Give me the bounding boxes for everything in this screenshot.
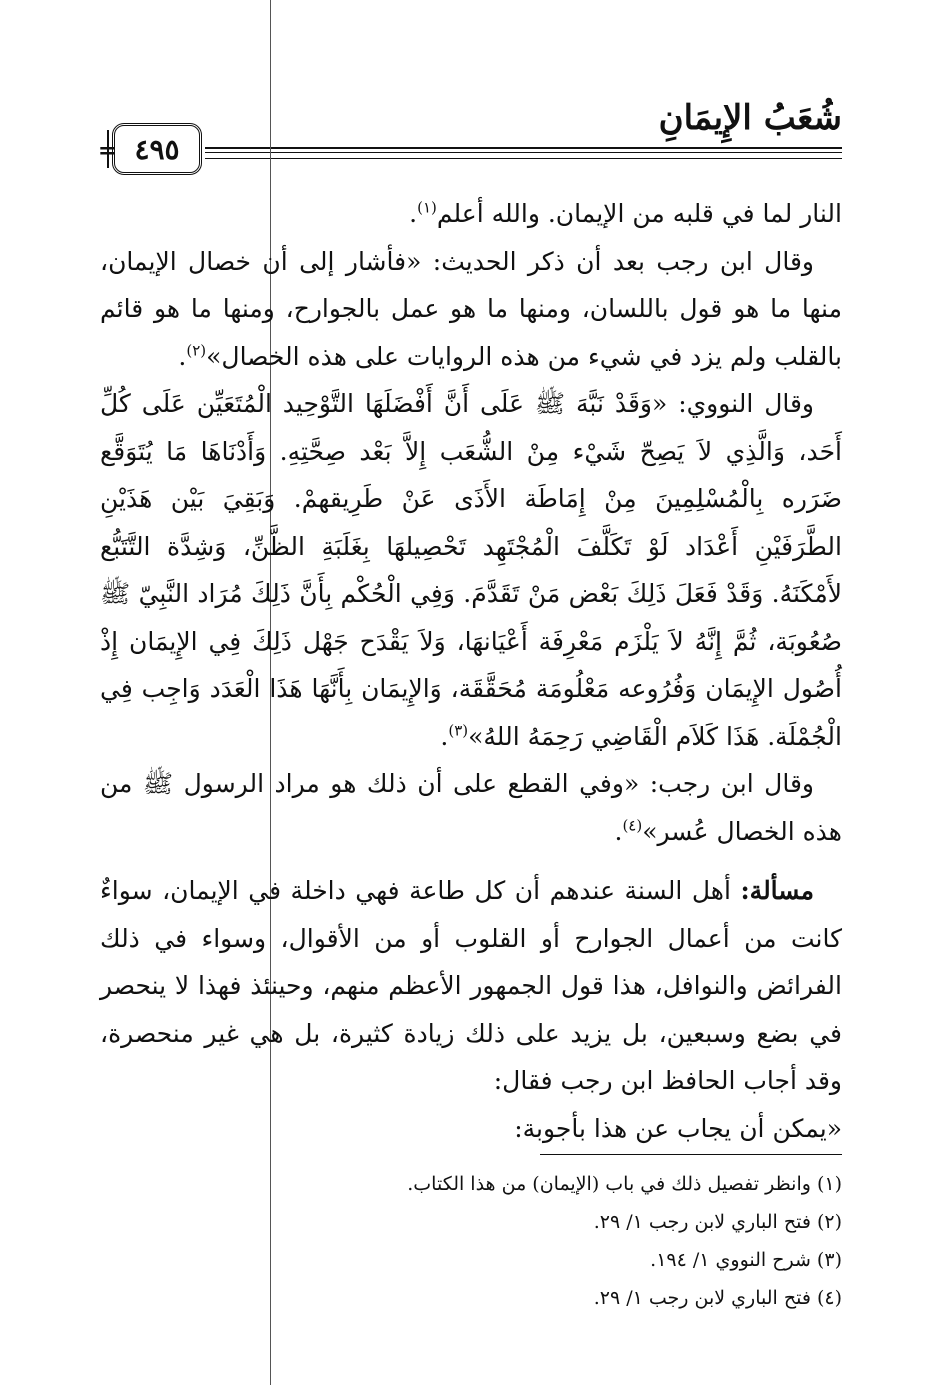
paragraph-4 bbox=[100, 760, 842, 855]
footnote-separator bbox=[540, 1154, 842, 1155]
footnote-3: (٣) شرح النووي ١/ ١٩٤. bbox=[650, 1249, 842, 1271]
footnote-2: (٢) فتح الباري لابن رجب ١/ ٢٩. bbox=[593, 1211, 842, 1233]
footnote-ref-3: (٣) bbox=[448, 721, 469, 740]
paragraph-2-end: . bbox=[178, 341, 187, 371]
paragraph-3 bbox=[100, 380, 842, 760]
page-number: ٤٩٥ bbox=[112, 123, 202, 175]
header-rule bbox=[205, 147, 842, 159]
paragraph-5-text: أهل السنة عندهم أن كل طاعة فهي داخلة في الإيمان، سواءٌ كانت من أعمال الجوارح أو القلوب أو من الأقوال، وسواء في ذلك الفرائض والنوافل، هذا قول الجمهور الأعظم منهم، وحينئذ فهذا لا ينحصر في بضع وسبعين، بل يزيد على ذلك زيادة كثيرة، بل هي غير منحصرة، وقد أجاب الحافظ ابن رجب فقال: bbox=[100, 876, 842, 1095]
header-ornament: = bbox=[98, 138, 117, 164]
paragraph-6 bbox=[100, 1105, 842, 1153]
issue-label: مسألة: bbox=[740, 876, 814, 905]
running-header-title: شُعَبُ الإِيمَانِ bbox=[658, 98, 842, 138]
paragraph-5 bbox=[100, 867, 842, 1105]
footnote-ref-2: (٢) bbox=[186, 341, 207, 360]
paragraph-3-text: وقال النووي: «وَقَدْ نَبَّهَ ﷺ عَلَى أَنَّ أَفْضَلَهَا التَّوْحِيد الْمُتَعَيِّن عَلَى كُلِّ أَحَد، وَالَّذِي لاَ يَصِحّ شَيْء مِنْ الشُّعَب إِلاَّ بَعْد صِحَّتِهِ. وَأَدْنَاهَا مَا يُتَوَقَّع ضَرَره بِالْمُسْلِمِينَ مِنْ إِمَاطَة الأَذَى عَنْ طَرِيقهمْ. وَبَقِيَ بَيْن هَذَيْنِ الطَّرَفَيْنِ أَعْدَاد لَوْ تَكَلَّفَ الْمُجْتَهِد تَحْصِيلهَا بِغَلَبَةِ الظَّنِّ، وَشِدَّة التَّتَبُّع لأَمْكَنَهُ. وَقَدْ فَعَلَ ذَلِكَ بَعْض مَنْ تَقَدَّمَ. وَفِي الْحُكْم بِأَنَّ ذَلِكَ مُرَاد النَّبِيّ ﷺ صُعُوبَة، ثُمَّ إِنَّهُ لاَ يَلْزَم مَعْرِفَة أَعْيَانهَا، وَلاَ يَقْدَح جَهْل ذَلِكَ فِي الإِيمَان إِذْ أُصُول الإِيمَان وَفُرُوعه مَعْلُومَة مُحَقَّقَة، وَالإِيمَان بِأَنَّهَا هَذَا الْعَدَد وَاجِب فِي الْجُمْلَة. هَذَا كَلاَم الْقَاضِي رَحِمَهُ اللهُ» bbox=[100, 389, 842, 751]
footnote-ref-4: (٤) bbox=[622, 816, 643, 835]
paragraph-2-text: وقال ابن رجب بعد أن ذكر الحديث: «فأشار إلى أن خصال الإيمان، منها ما هو قول باللسان، ومنها ما هو عمل بالجوارح، ومنها ما هو قائم بالقلب ولم يزد في شيء من هذه الروايات على هذه الخصال» bbox=[100, 246, 842, 371]
paragraph-4-end: . bbox=[614, 816, 623, 846]
footnote-1: (١) وانظر تفصيل ذلك في باب (الإيمان) من هذا الكتاب. bbox=[407, 1173, 842, 1195]
paragraph-3-end: . bbox=[440, 721, 449, 751]
paragraph-1-end: . bbox=[409, 199, 418, 228]
paragraph-2 bbox=[100, 238, 842, 381]
main-text bbox=[100, 190, 842, 1152]
footnote-ref-1: (١) bbox=[417, 198, 437, 217]
footnotes bbox=[100, 1165, 842, 1317]
paragraph-1-text: النار لما في قلبه من الإيمان. والله أعلم bbox=[436, 199, 842, 228]
paragraph-1 bbox=[100, 190, 842, 238]
paragraph-4-text: وقال ابن رجب: «وفي القطع على أن ذلك هو مراد الرسول ﷺ من هذه الخصال عُسر» bbox=[100, 769, 842, 846]
paragraph-6-text: «يمكن أن يجاب عن هذا بأجوبة: bbox=[514, 1113, 842, 1143]
footnote-4: (٤) فتح الباري لابن رجب ١/ ٢٩. bbox=[593, 1287, 842, 1309]
